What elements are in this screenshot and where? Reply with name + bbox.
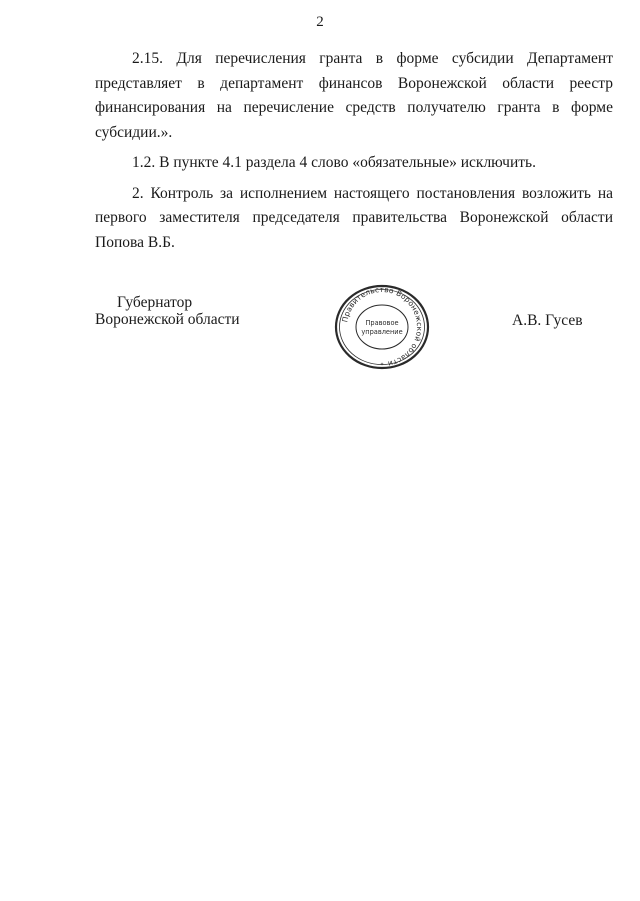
page-number: 2 xyxy=(316,14,324,30)
signatory-title-line2: Воронежской области xyxy=(95,311,240,328)
paragraph-2: 2. Контроль за исполнением настоящего постановления возложить на первого заместителя председателя правительства Воронежской области Попова В.Б. xyxy=(95,184,613,251)
stamp-outer-text-path: Правительство Воронежской области xyxy=(340,284,425,369)
official-stamp xyxy=(333,283,431,371)
stamp-outer-ring xyxy=(336,286,428,368)
stamp-center-line2: управление xyxy=(361,328,403,336)
stamp-star-icon: * xyxy=(380,362,384,369)
paragraph-1-2: 1.2. В пункте 4.1 раздела 4 слово «обязательные» исключить. xyxy=(132,154,536,171)
signatory-title-line1: Губернатор xyxy=(117,294,193,311)
paragraph-2-15: 2.15. Для перечисления гранта в форме субсидии Департамент представляет в департамент финансов Воронежской области реестр финансирования на перечисление средств получателю гранта в форме субсидии.». xyxy=(95,50,613,141)
document-body xyxy=(95,47,613,261)
stamp-center-line1: Правовое xyxy=(365,319,399,327)
signatory-name: А.В. Гусев xyxy=(512,312,583,329)
signatory-title xyxy=(95,294,240,328)
stamp-center-ring xyxy=(356,305,408,349)
